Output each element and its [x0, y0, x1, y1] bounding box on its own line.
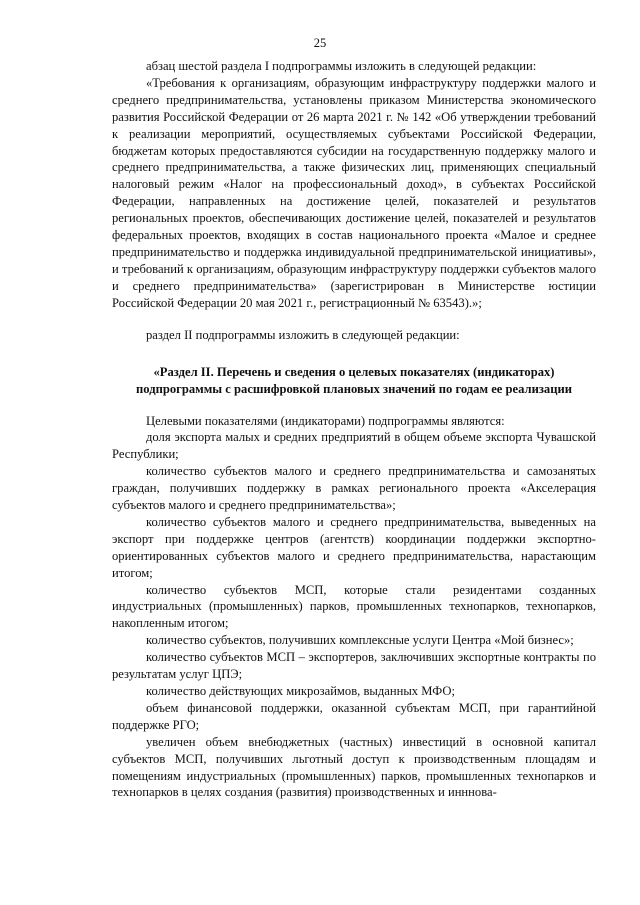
page-number: 25 — [313, 36, 327, 50]
section-heading: «Раздел II. Перечень и сведения о целевых показателях (индикаторах) подпрограммы с расшифровкой плановых значений по годам ее реализации — [136, 364, 572, 396]
list-item: доля экспорта малых и средних предприятий в общем объеме экспорта Чувашской Республики; — [112, 430, 596, 462]
list-item: количество субъектов МСП, которые стали резидентами созданных индустриальных (промышленных) парков, промышленных технопарков, технопарков, накопленным итогом; — [112, 582, 596, 631]
list-item: количество субъектов малого и среднего предпринимательства, выведенных на экспорт при поддержке центров (агентств) координации поддержки экспортно-ориентированных субъектов малого и среднего предпринимательства, нарастающим итогом; — [112, 514, 596, 580]
document-body — [112, 58, 596, 801]
paragraph: Целевыми показателями (индикаторами) подпрограммы являются: — [146, 413, 505, 428]
list-item: количество субъектов, получивших комплексные услуги Центра «Мой бизнес»; — [146, 633, 574, 648]
list-item: количество субъектов МСП – экспортеров, заключивших экспортные контракты по результатам услуг ЦПЭ; — [112, 650, 596, 682]
list-item: количество субъектов малого и среднего предпринимательства и самозанятых граждан, получивших поддержку в рамках регионального проекта «Акселерация субъектов малого и среднего предпринимательства»; — [112, 464, 596, 513]
list-item: количество действующих микрозаймов, выданных МФО; — [146, 684, 455, 698]
list-item: увеличен объем внебюджетных (частных) инвестиций в основной капитал субъектов МСП, получивших льготный доступ к производственным площадям и помещениям индустриальных (промышленных) парков, промышленных технопарков и технопарков в целях создания (развития) производственных и инннова- — [112, 734, 596, 800]
paragraph: раздел II подпрограммы изложить в следующей редакции: — [146, 327, 460, 342]
paragraph: «Требования к организациям, образующим инфраструктуру поддержки малого и среднего предпринимательства, установлены приказом Министерства экономического развития Российской Федерации от 26 марта 2021 г. № 142 «Об утверждении требований к реализации мероприятий, осуществляемых субъектами Российской Федерации, бюджетам которых предоставляются субсидии на государственную поддержку малого и среднего предпринимательства, а также физических лиц, применяющих специальный налоговый режим «Налог на профессиональный доход», в субъектах Российской Федерации, направленных на достижение целей, показателей и результатов региональных проектов, обеспечивающих достижение целей, показателей и результатов федеральных проектов, входящих в состав национального проекта «Малое и среднее предпринимательство и поддержка индивидуальной предпринимательской инициативы», и требований к организациям, образующим инфраструктуру поддержки субъектов малого и среднего предпринимательства» (зарегистрирован в Министерстве юстиции Российской Федерации 20 мая 2021 г., регистрационный № 63543).»; — [112, 75, 596, 310]
paragraph: абзац шестой раздела I подпрограммы изложить в следующей редакции: — [146, 59, 537, 73]
spacer — [112, 344, 596, 364]
spacer — [112, 312, 596, 327]
list-item: объем финансовой поддержки, оказанной субъектам МСП, при гарантийной поддержке РГО; — [112, 700, 596, 732]
spacer — [112, 398, 596, 413]
